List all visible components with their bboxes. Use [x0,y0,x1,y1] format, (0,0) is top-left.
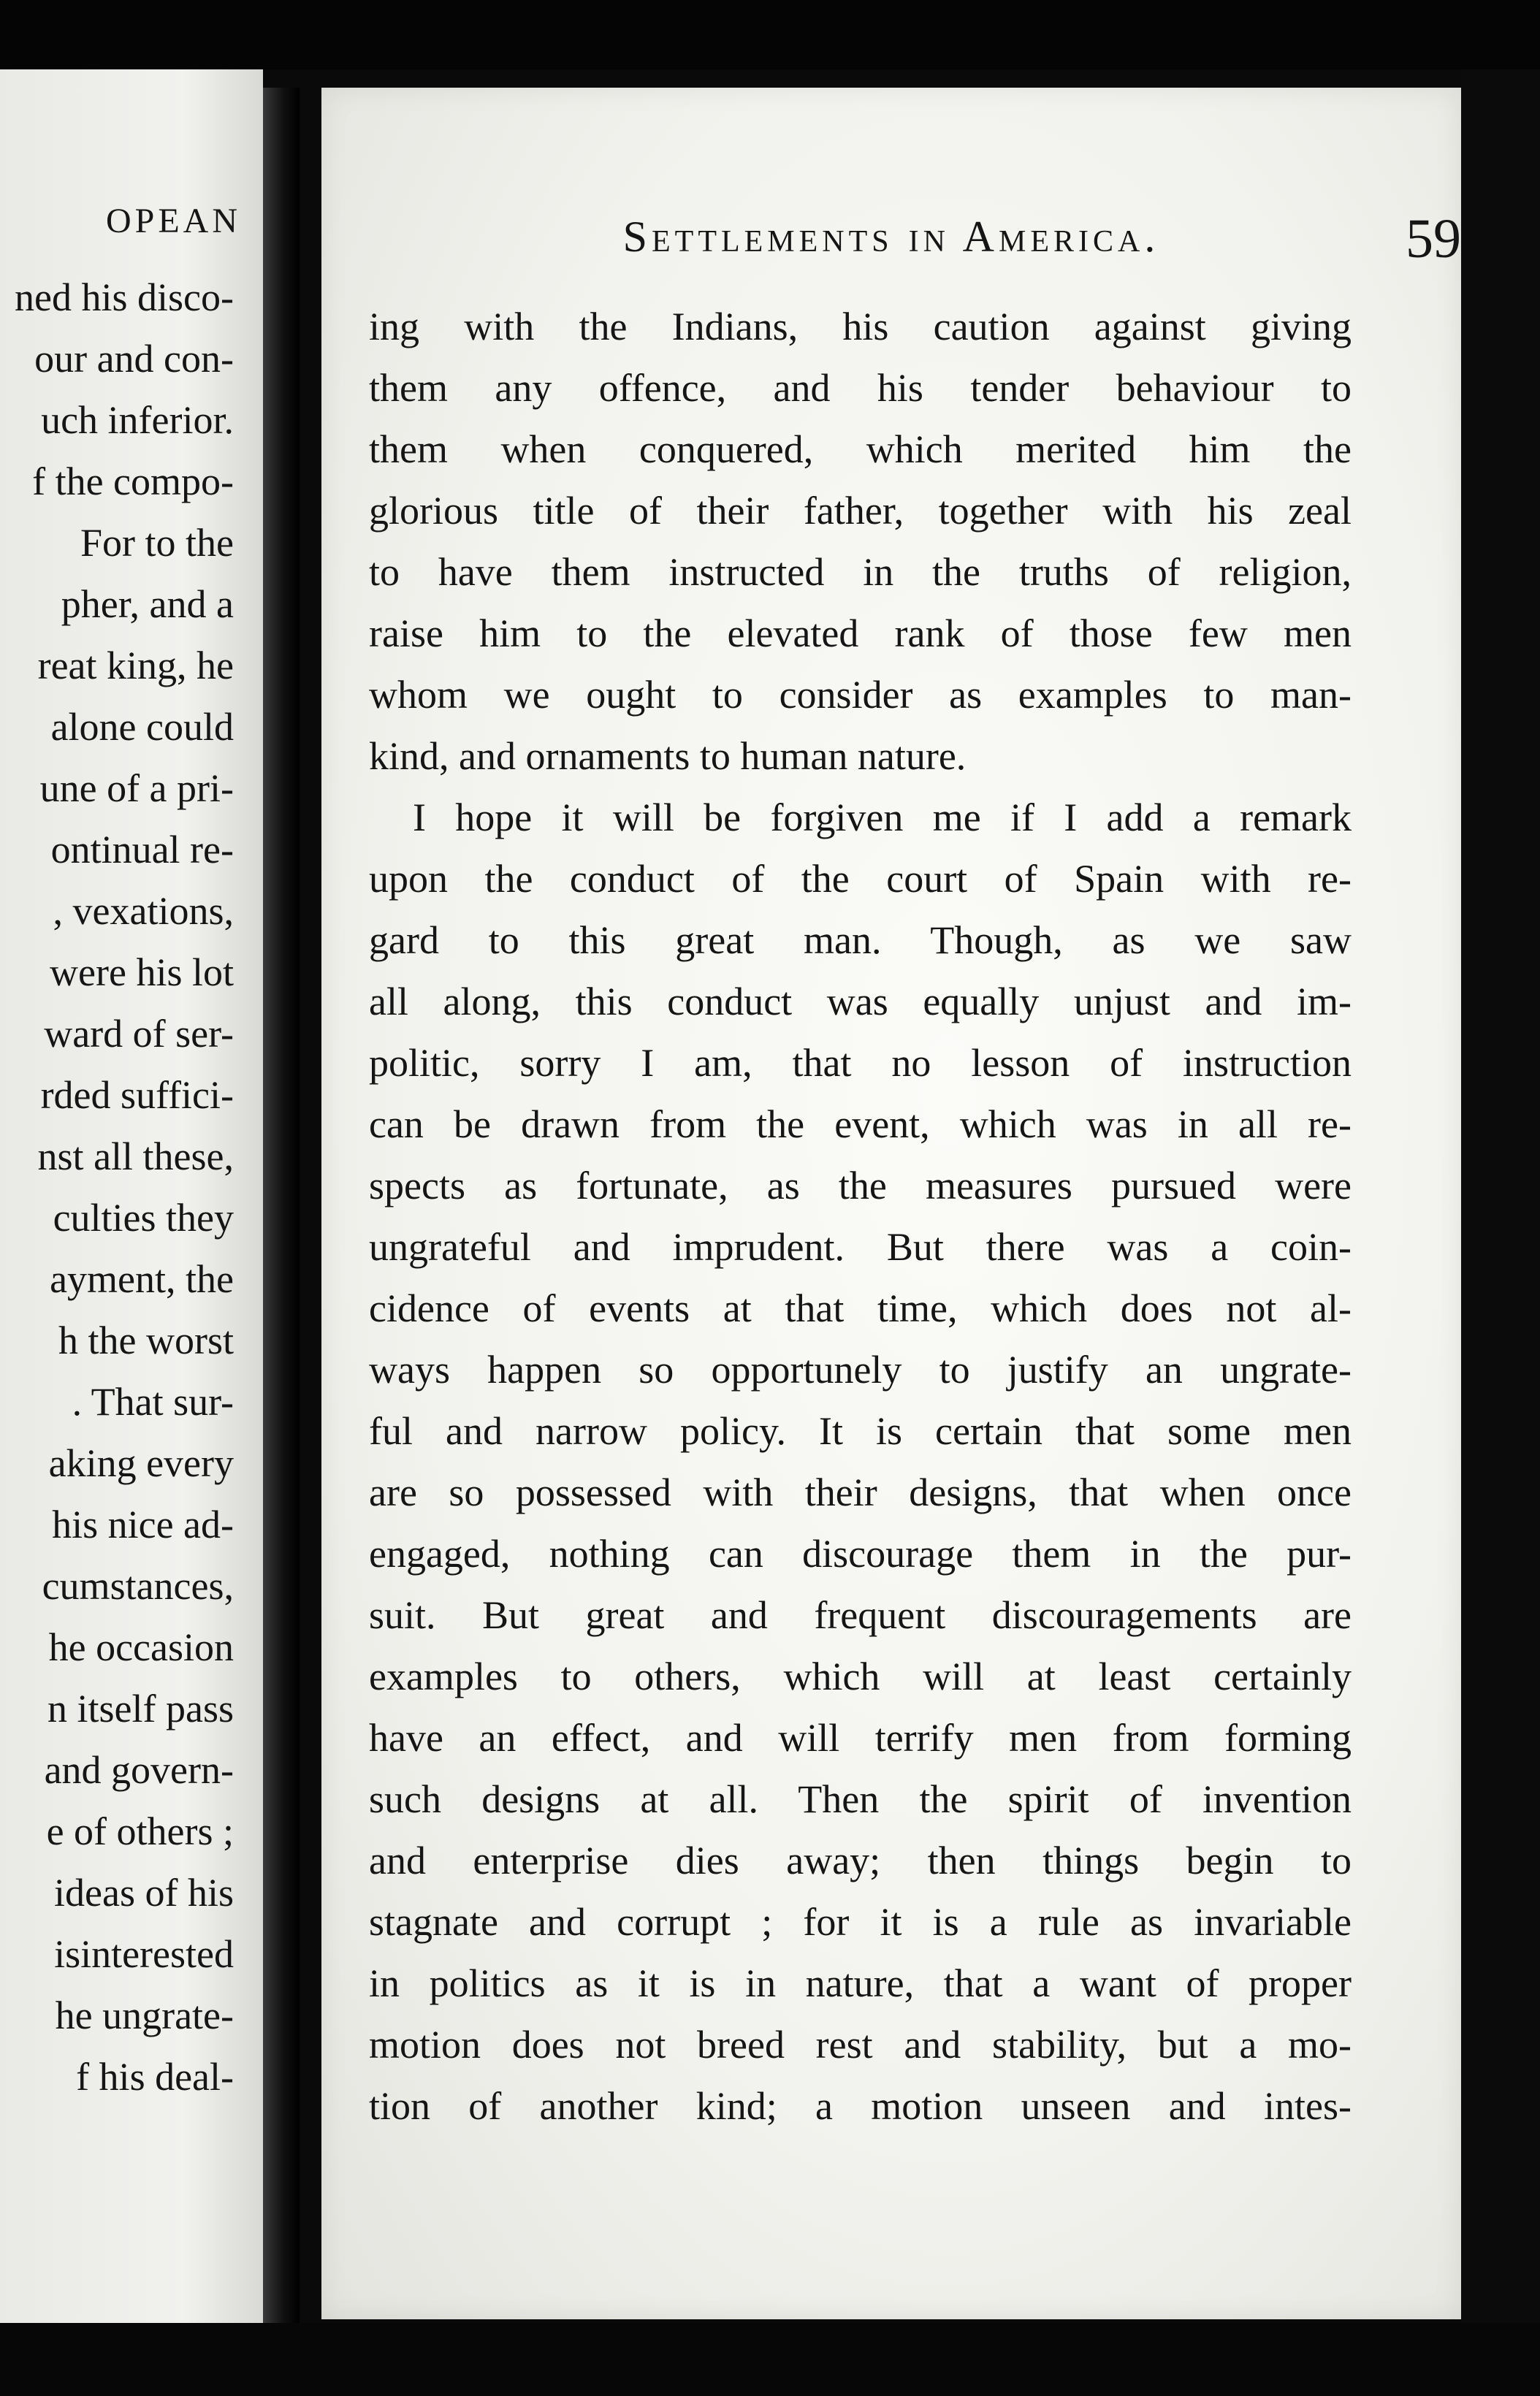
text-line: such designs at all. Then the spirit of invention [369,1777,1352,1821]
facing-page-line: uch inferior. [41,398,234,442]
page-body [369,296,1352,2137]
facing-page-text [0,267,234,2107]
page-number: 59 [1406,208,1461,270]
text-line: I hope it will be forgiven me if I add a remark [413,796,1352,839]
facing-page-line: cumstances, [42,1564,234,1608]
text-line: have an effect, and will terrify men from forming [369,1716,1352,1760]
facing-page-line: n itself pass [47,1687,234,1731]
facing-page-line: pher, and a [61,582,234,626]
text-line: upon the conduct of the court of Spain with re- [369,857,1352,901]
text-line: politic, sorry I am, that no lesson of instruction [369,1041,1352,1085]
facing-page-line: and govern- [44,1748,234,1792]
text-line: spects as fortunate, as the measures pursued were [369,1164,1352,1207]
facing-page-line: alone could [50,705,234,749]
text-line: are so possessed with their designs, that when once [369,1470,1352,1514]
text-line: and enterprise dies away; then things begin to [369,1839,1352,1882]
scan-border-right [1461,69,1540,2327]
facing-page-line: aking every [48,1441,234,1485]
running-head-title: Settlements in America. [622,213,1160,261]
facing-page-line: isinterested [54,1932,234,1976]
text-line: engaged, nothing can discourage them in the pur- [369,1532,1352,1576]
text-line: gard to this great man. Though, as we saw [369,918,1352,962]
facing-page-line: . That sur- [72,1380,234,1424]
text-line: ful and narrow policy. It is certain that some men [369,1409,1352,1453]
facing-page-line: e of others ; [46,1809,234,1853]
text-line: glorious title of their father, together with his zeal [369,489,1352,533]
facing-page-line: f the compo- [32,459,234,503]
facing-page-line: culties they [53,1196,234,1240]
text-line: cidence of events at that time, which does not al- [369,1286,1352,1330]
text-line: them when conquered, which merited him the [369,427,1352,471]
facing-page-line: ideas of his [54,1871,234,1915]
facing-page-line: ontinual re- [50,828,234,871]
facing-page-line: his nice ad- [52,1503,234,1546]
book-page [321,88,1461,2319]
facing-page-line: f his deal- [76,2055,234,2099]
facing-page-line: For to the [80,521,234,565]
text-line: suit. But great and frequent discouragements are [369,1593,1352,1637]
facing-page-line: , vexations, [53,889,234,933]
text-line: whom we ought to consider as examples to man- [369,673,1352,717]
facing-page-line: rded suffici- [40,1073,234,1117]
text-line: in politics as it is in nature, that a want of proper [369,1961,1352,2005]
facing-page-line: ward of ser- [44,1012,234,1056]
facing-page-line: our and con- [34,337,234,381]
facing-page-line: were his lot [50,950,234,994]
text-line: tion of another kind; a motion unseen and intes- [369,2084,1352,2128]
facing-page-line: nst all these, [37,1134,234,1178]
facing-page-line: he ungrate- [55,1994,234,2037]
book-gutter [263,88,300,2323]
scan-border-bottom [0,2323,1540,2396]
text-line: ways happen so opportunely to justify an ungrate- [369,1348,1352,1392]
scan-border-top [0,0,1540,69]
text-line: all along, this conduct was equally unjust and im- [369,980,1352,1023]
facing-page-line: ayment, the [50,1257,234,1301]
text-line: examples to others, which will at least certainly [369,1655,1352,1698]
text-line: motion does not breed rest and stability, but a mo- [369,2023,1352,2067]
running-head [482,208,1505,285]
facing-page-line: h the worst [58,1319,234,1362]
text-line: can be drawn from the event, which was in all re- [369,1102,1352,1146]
text-line: stagnate and corrupt ; for it is a rule as invariable [369,1900,1352,1944]
text-line: raise him to the elevated rank of those few men [369,611,1352,655]
facing-page [0,69,263,2327]
text-line: ungrateful and imprudent. But there was a coin- [369,1225,1352,1269]
text-line: them any offence, and his tender behaviour to [369,366,1352,410]
facing-page-line: he occasion [48,1625,234,1669]
text-line: ing with the Indians, his caution against giving [369,305,1352,348]
text-line: to have them instructed in the truths of religion, [369,550,1352,594]
facing-page-line: reat king, he [37,644,234,687]
facing-page-line: ned his disco- [15,275,234,319]
facing-page-line: une of a pri- [39,766,234,810]
text-line: kind, and ornaments to human nature. [369,734,967,778]
facing-page-running-head: OPEAN [105,202,241,240]
